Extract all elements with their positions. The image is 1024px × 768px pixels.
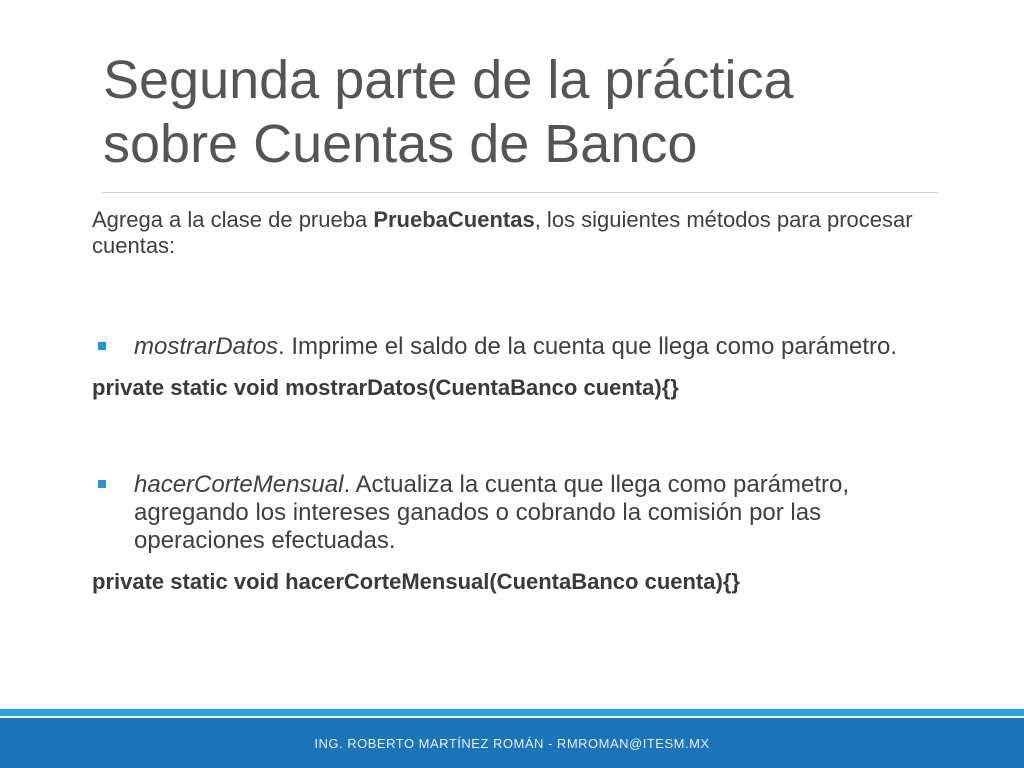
intro-paragraph (92, 207, 942, 259)
slide-title-line-2: sobre Cuentas de Banco (103, 114, 698, 174)
slide-title-line-1: Segunda parte de la práctica (103, 50, 794, 110)
slide-body (92, 207, 942, 595)
title-divider (102, 192, 938, 193)
bullet-item-mostrar-datos (92, 333, 942, 361)
square-bullet-icon (98, 342, 106, 350)
intro-class-name: PruebaCuentas (373, 207, 535, 232)
bullet-item-hacer-corte-mensual (92, 471, 942, 555)
intro-text-prefix: Agrega a la clase de prueba (92, 207, 374, 232)
footer-accent-bar (0, 709, 1024, 716)
method-name: hacerCorteMensual (134, 471, 344, 498)
method-signature: private static void mostrarDatos(CuentaBanco cuenta){} (92, 375, 679, 400)
footer-author: ING. ROBERTO MARTÍNEZ ROMÁN - RMROMAN@ITESM.MX (314, 736, 710, 751)
method-signature: private static void hacerCorteMensual(CuentaBanco cuenta){} (92, 569, 740, 594)
method-description: . Actualiza la cuenta que llega como parámetro, agregando los intereses ganados o cobrando la comisión por las operaciones efectuadas. (134, 471, 850, 554)
method-description: . Imprime el saldo de la cuenta que llega como parámetro. (278, 333, 898, 360)
method-name: mostrarDatos (134, 333, 279, 360)
square-bullet-icon (98, 480, 106, 488)
slide-title (103, 48, 963, 176)
intro-text-suffix: , los siguientes métodos para procesar cuentas: (92, 207, 913, 258)
